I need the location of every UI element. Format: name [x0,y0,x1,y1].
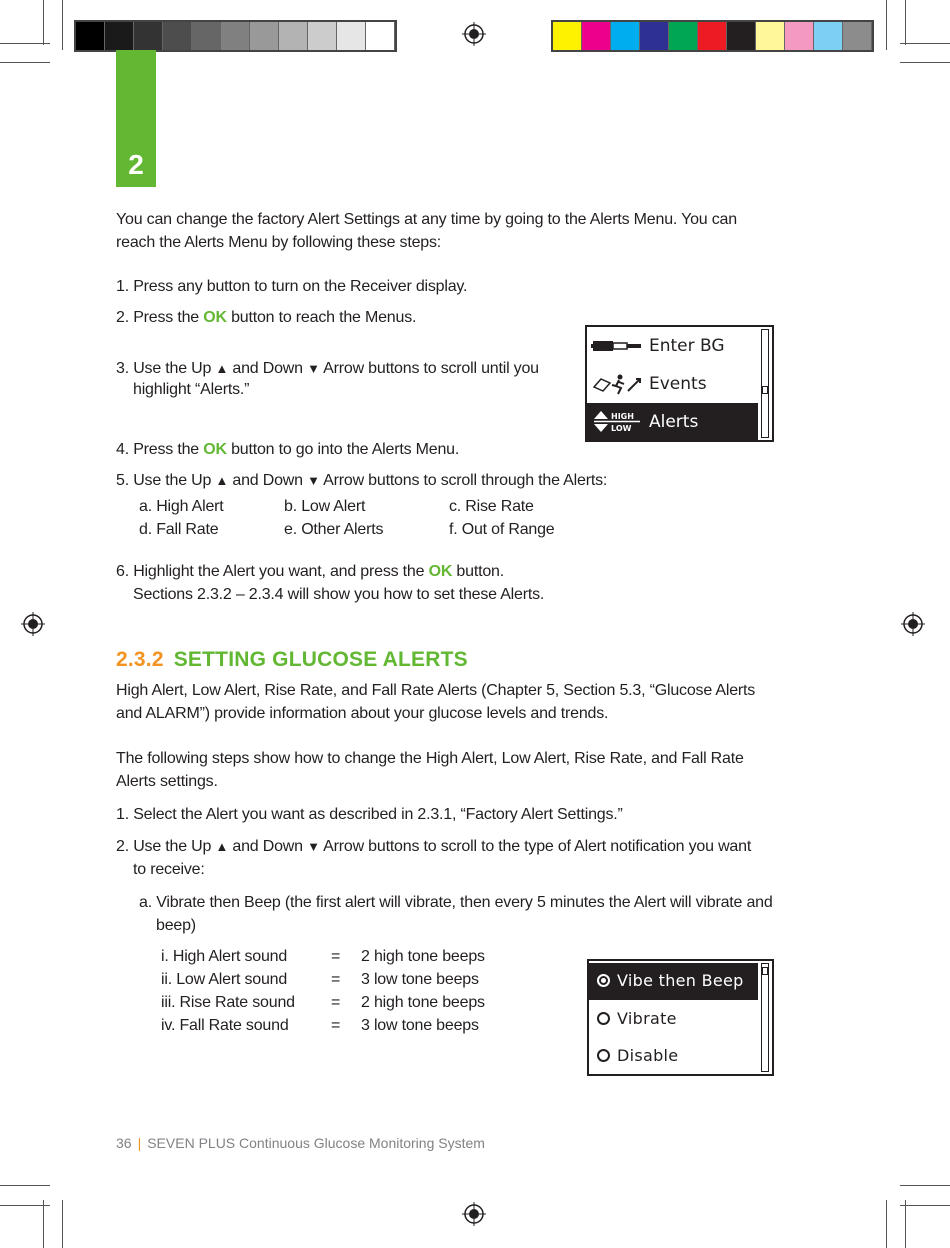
option-label: Disable [617,1046,679,1065]
radio-selected-icon [597,974,610,987]
registration-mark-icon [462,22,486,46]
color-swatch [134,22,163,50]
registration-mark-icon [901,612,925,636]
color-bar [551,20,874,52]
color-swatch [279,22,308,50]
section-paragraph: The following steps show how to change the High Alert, Low Alert, Rise Rate, and Fall Rate Alerts settings. [116,750,744,790]
option-vibrate [589,1001,758,1038]
color-swatch [192,22,221,50]
section-step-2-line2: to receive: [133,861,205,878]
step-text: button to reach the Menus. [226,309,417,326]
menu-label: Events [649,374,707,394]
crop-mark [0,62,50,63]
sub-step-a: a. Vibrate then Beep (the first alert will vibrate, then every 5 minutes the Alert will vibrate and [139,894,773,911]
scrollbar [761,329,769,438]
alert-option: b. Low Alert [284,498,366,515]
radio-unselected-icon [597,1012,610,1025]
color-swatch [553,22,582,50]
step-1: 1. Press any button to turn on the Receiver display. [116,278,468,295]
sound-name: iii. Rise Rate sound [161,994,295,1011]
color-swatch [582,22,611,50]
ok-label: OK [203,441,227,458]
sound-equals: = [331,1017,341,1034]
alert-option: e. Other Alerts [284,521,384,538]
intro-paragraph: You can change the factory Alert Settings at any time by going to the Alerts Menu. You can reach the Alerts Menu by following these steps: [116,211,737,251]
color-swatch [727,22,756,50]
ok-label: OK [428,563,453,580]
registration-mark-icon [462,1202,486,1226]
meter-strip-icon [591,337,643,355]
step-6-line2: Sections 2.3.2 – 2.3.4 will show you how to set these Alerts. [133,586,545,603]
gray-color-bar [74,20,397,52]
sound-name: iv. Fall Rate sound [161,1017,289,1034]
sound-equals: = [331,994,341,1011]
sound-value: 3 low tone beeps [361,971,479,988]
step-text: and Down [228,838,308,855]
option-label: Vibe then Beep [617,971,744,990]
step-3-line2: highlight “Alerts.” [133,381,250,398]
crop-mark [900,43,950,44]
step-text: 2. Use the Up [116,838,216,855]
step-text: 4. Press the [116,441,204,458]
page-footer [116,1135,485,1151]
crop-mark [886,1200,887,1248]
sound-equals: = [331,948,341,965]
step-3 [116,357,539,380]
alert-option: c. Rise Rate [449,498,534,515]
alert-option: d. Fall Rate [139,521,219,538]
step-text: Arrow buttons to scroll until you [319,360,539,377]
sound-value: 3 low tone beeps [361,1017,479,1034]
low-text: LOW [611,424,632,433]
color-swatch [105,22,134,50]
footer-separator: | [137,1135,142,1151]
radio-unselected-icon [597,1049,610,1062]
registration-mark-icon [21,612,45,636]
step-text: button to go into the Alerts Menu. [226,441,460,458]
section-number: 2.3.2 [116,648,164,671]
sub-step-a-line2: beep) [156,917,196,934]
step-text: and Down [228,360,308,377]
color-swatch [337,22,366,50]
step-text: 2. Press the [116,309,204,326]
color-swatch [785,22,814,50]
option-vibe-then-beep [589,963,758,1000]
color-swatch [843,22,872,50]
sound-name: ii. Low Alert sound [161,971,288,988]
receiver-menu-screen [585,325,774,442]
crop-mark [62,0,63,50]
option-disable [589,1038,758,1075]
down-arrow-icon: ▼ [307,839,320,854]
crop-mark [0,1205,50,1206]
down-arrow-icon: ▼ [307,473,320,488]
step-text: and Down [228,472,308,489]
menu-label: Enter BG [649,336,725,356]
chapter-tab [116,50,156,187]
up-arrow-icon: ▲ [215,473,229,488]
crop-mark [900,62,950,63]
color-swatch [366,22,395,50]
color-swatch [308,22,337,50]
color-swatch [669,22,698,50]
scroll-thumb [762,967,768,975]
step-2 [116,306,416,329]
color-swatch [611,22,640,50]
color-swatch [756,22,785,50]
crop-mark [62,1200,63,1248]
sound-value: 2 high tone beeps [361,994,485,1011]
option-label: Vibrate [617,1009,677,1028]
crop-mark [905,0,906,45]
crop-mark [43,1200,44,1248]
high-low-icon [592,409,642,435]
step-text: Arrow buttons to scroll through the Alerts: [319,472,608,489]
ok-label: OK [203,309,227,326]
color-swatch [76,22,105,50]
color-swatch [814,22,843,50]
alert-option: a. High Alert [139,498,224,515]
section-title: SETTING GLUCOSE ALERTS [173,648,468,671]
crop-mark [905,1200,906,1248]
section-step-1: 1. Select the Alert you want as described in 2.3.1, “Factory Alert Settings.” [116,806,623,823]
alert-option: f. Out of Range [449,521,555,538]
color-swatch [221,22,250,50]
footer-title: SEVEN PLUS Continuous Glucose Monitoring System [147,1135,485,1151]
step-6 [116,560,504,583]
color-swatch [698,22,727,50]
crop-mark [900,1205,950,1206]
color-swatch [250,22,279,50]
up-arrow-icon: ▲ [215,361,229,376]
section-paragraph: High Alert, Low Alert, Rise Rate, and Fall Rate Alerts (Chapter 5, Section 5.3, “Glucose Alerts and ALARM”) provide information about your glucose levels and trends. [116,682,756,722]
sound-name: i. High Alert sound [161,948,288,965]
events-icon [592,373,642,395]
crop-mark [0,1185,50,1186]
crop-mark [886,0,887,50]
up-arrow-icon: ▲ [215,839,229,854]
step-text: 6. Highlight the Alert you want, and press the [116,563,429,580]
step-text: 5. Use the Up [116,472,216,489]
color-swatch [640,22,669,50]
crop-mark [900,1185,950,1186]
step-text: button. [452,563,504,580]
notification-type-screen [587,959,774,1076]
page-number: 36 [116,1135,132,1151]
menu-item-enter-bg [587,327,758,365]
scrollbar [761,963,769,1072]
step-5 [116,469,607,492]
color-swatch [163,22,192,50]
crop-mark [43,0,44,45]
step-text: 3. Use the Up [116,360,216,377]
high-text: HIGH [611,412,634,421]
menu-item-alerts [587,403,758,441]
down-arrow-icon: ▼ [307,361,320,376]
step-4 [116,438,459,461]
menu-label: Alerts [649,412,699,432]
sound-value: 2 high tone beeps [361,948,485,965]
menu-item-events [587,365,758,403]
section-step-2 [116,835,751,858]
sound-equals: = [331,971,341,988]
scroll-thumb [762,386,768,394]
step-text: Arrow buttons to scroll to the type of Alert notification you want [319,838,752,855]
section-heading [116,648,468,672]
chapter-number: 2 [128,149,144,180]
